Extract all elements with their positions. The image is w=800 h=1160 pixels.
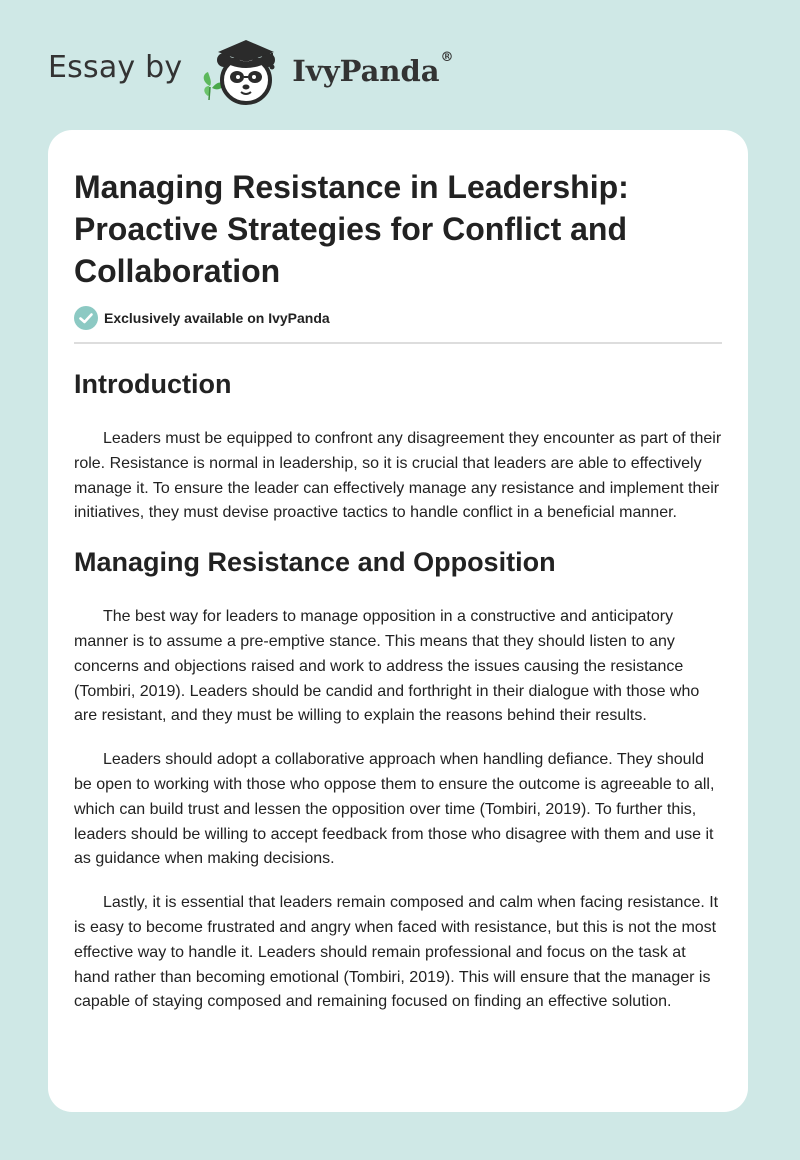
- check-circle-icon: [74, 306, 98, 330]
- section-heading: Managing Resistance and Opposition: [74, 547, 556, 578]
- section-heading: Introduction: [74, 369, 232, 399]
- exclusive-badge: [74, 306, 722, 330]
- brand-label: IvyPanda: [292, 54, 440, 88]
- registered-mark: ®: [440, 50, 454, 65]
- panda-logo-icon[interactable]: [196, 30, 286, 110]
- site-header: [48, 30, 454, 110]
- exclusive-badge-label: Exclusively available on IvyPanda: [104, 310, 330, 326]
- paragraph: Lastly, it is essential that leaders remain composed and calm when facing resistance. It is easy to become frustrated and angry when faced with resistance, but this is not the most effective way to handle it. Leaders should remain professional and focus on the task at hand rather than becoming emotional (Tombiri, 2019). This will ensure that the manager is capable of staying composed and remaining focused on finding an effective solution.: [74, 894, 719, 1011]
- section-managing-resistance: [74, 544, 722, 1015]
- essay-title: Managing Resistance in Leadership: Proactive Strategies for Conflict and Collaboration: [74, 169, 629, 289]
- essay-card: [48, 130, 748, 1112]
- title-divider: [74, 342, 722, 344]
- paragraph: Leaders should adopt a collaborative approach when handling defiance. They should be open to working with those who oppose them to ensure the outcome is agreeable to all, which can build trust and lessen the opposition over time (Tombiri, 2019). To further this, leaders should be willing to accept feedback from those who disagree with them and use it as guidance when making decisions.: [74, 751, 715, 868]
- brand-name[interactable]: [292, 50, 454, 88]
- section-introduction: [74, 366, 722, 526]
- paragraph: The best way for leaders to manage opposition in a constructive and anticipatory manner is to assume a pre-emptive stance. This means that they should listen to any concerns and objections raised and work to address the issues causing the resistance (Tombiri, 2019). Leaders should be candid and forthright in their dialogue with those who are resistant, and they must be willing to explain the reasons behind their results.: [74, 608, 700, 725]
- paragraph: Leaders must be equipped to confront any disagreement they encounter as part of their role. Resistance is normal in leadership, so it is crucial that leaders are able to effectively manage it. To ensure the leader can effectively manage any resistance and implement their initiatives, they must devise proactive tactics to handle conflict in a beneficial manner.: [74, 430, 722, 522]
- essay-by-label: Essay by: [48, 49, 183, 85]
